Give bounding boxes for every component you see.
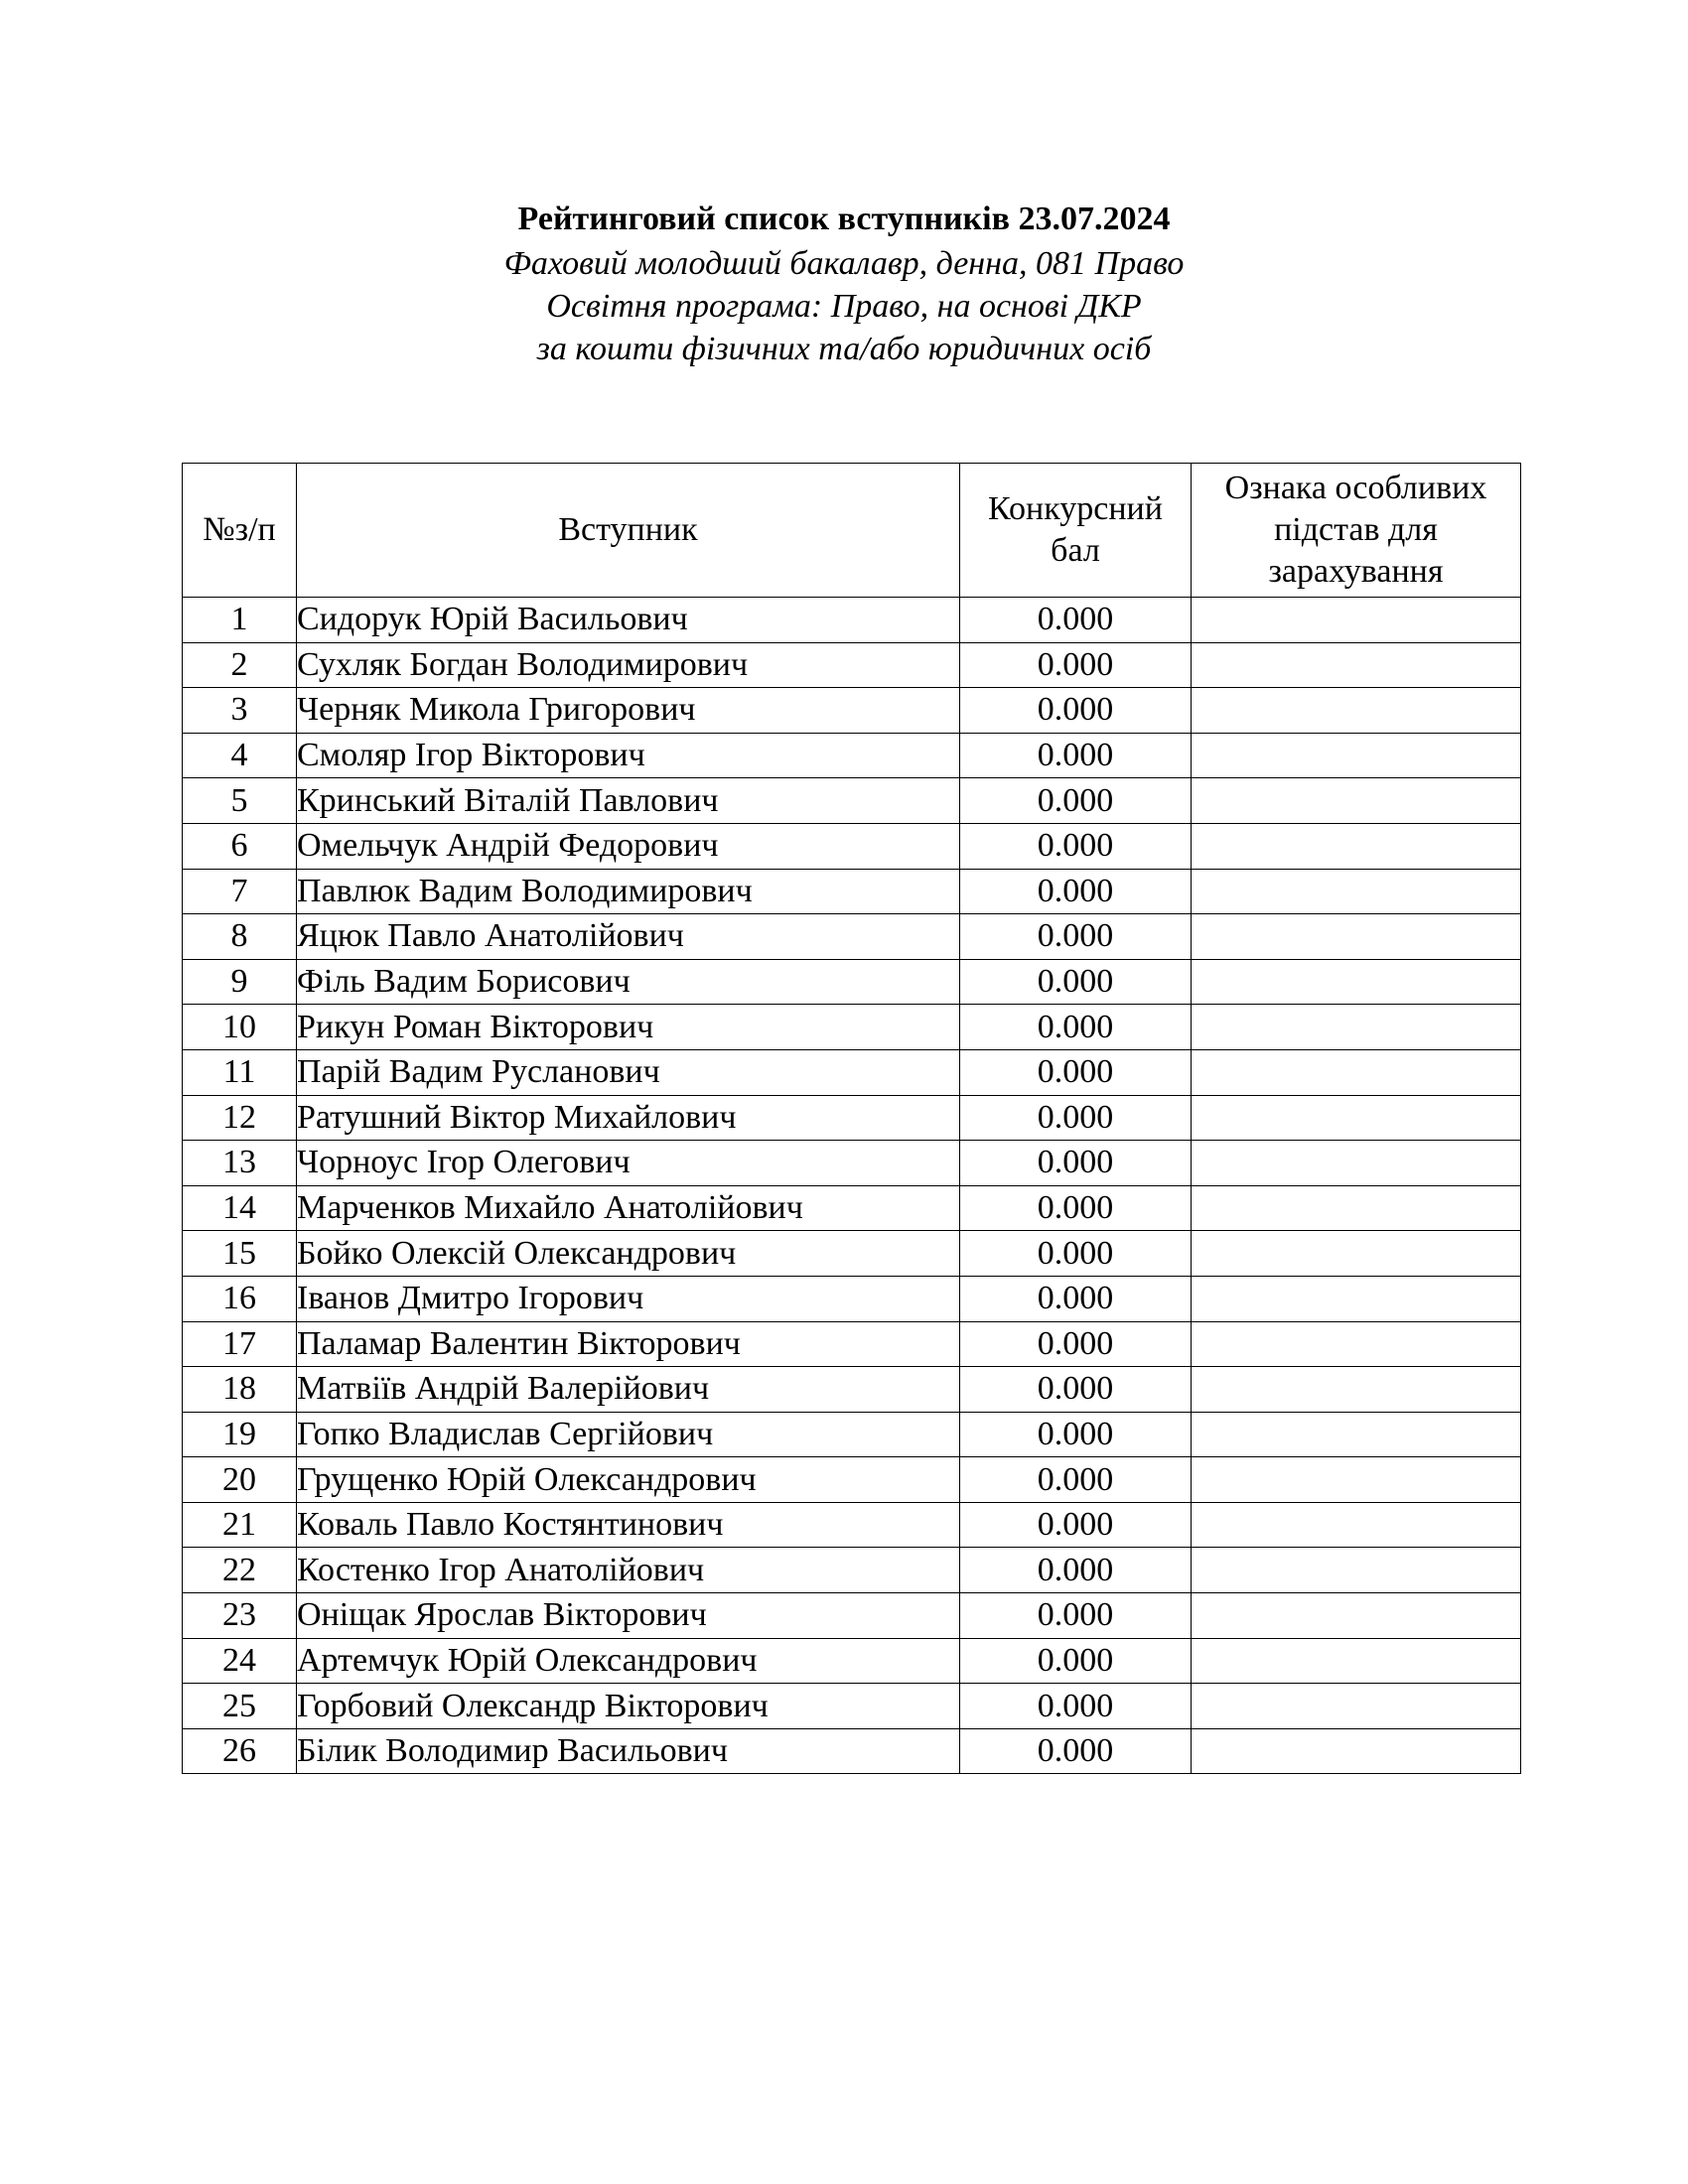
special-grounds [1192,598,1521,643]
special-grounds [1192,1593,1521,1639]
row-number: 23 [183,1593,297,1639]
competitive-score: 0.000 [960,869,1192,914]
special-grounds [1192,1005,1521,1050]
special-grounds [1192,1276,1521,1321]
applicant-name: Ратушний Віктор Михайлович [297,1095,960,1141]
applicant-name: Омельчук Андрій Федорович [297,823,960,869]
row-number: 26 [183,1728,297,1774]
table-row [183,1095,1521,1141]
competitive-score: 0.000 [960,1005,1192,1050]
competitive-score: 0.000 [960,1095,1192,1141]
table-row [183,1005,1521,1050]
table-row [183,1276,1521,1321]
competitive-score: 0.000 [960,1457,1192,1503]
table-row [183,1502,1521,1548]
column-header-score: Конкурсний бал [960,464,1192,598]
table-row [183,778,1521,824]
column-header-applicant: Вступник [297,464,960,598]
row-number: 15 [183,1231,297,1277]
column-header-number: №з/п [183,464,297,598]
competitive-score: 0.000 [960,733,1192,778]
special-grounds [1192,959,1521,1005]
table-row [183,598,1521,643]
special-grounds [1192,688,1521,734]
applicant-name: Коваль Павло Костянтинович [297,1502,960,1548]
special-grounds [1192,1412,1521,1457]
table-row [183,1185,1521,1231]
row-number: 21 [183,1502,297,1548]
applicant-name: Смоляр Ігор Вікторович [297,733,960,778]
competitive-score: 0.000 [960,778,1192,824]
applicant-name: Матвіїв Андрій Валерійович [297,1367,960,1413]
special-grounds [1192,1457,1521,1503]
row-number: 11 [183,1049,297,1095]
applicant-name: Сидорук Юрій Васильович [297,598,960,643]
competitive-score: 0.000 [960,1412,1192,1457]
table-row [183,688,1521,734]
table-row [183,1321,1521,1367]
applicant-name: Кринський Віталій Павлович [297,778,960,824]
competitive-score: 0.000 [960,914,1192,960]
applicant-name: Бойко Олексій Олександрович [297,1231,960,1277]
competitive-score: 0.000 [960,1276,1192,1321]
table-row [183,1548,1521,1593]
row-number: 6 [183,823,297,869]
row-number: 16 [183,1276,297,1321]
row-number: 19 [183,1412,297,1457]
special-grounds [1192,733,1521,778]
row-number: 14 [183,1185,297,1231]
table-row [183,1728,1521,1774]
rating-table [182,463,1521,1774]
page-title: Рейтинговий список вступників 23.07.2024 [517,201,1171,237]
applicant-name: Оніщак Ярослав Вікторович [297,1593,960,1639]
table-body [183,598,1521,1774]
row-number: 9 [183,959,297,1005]
table-row [183,1638,1521,1684]
special-grounds [1192,1684,1521,1729]
table-row [183,1231,1521,1277]
row-number: 13 [183,1141,297,1186]
competitive-score: 0.000 [960,1502,1192,1548]
competitive-score: 0.000 [960,1185,1192,1231]
row-number: 12 [183,1095,297,1141]
competitive-score: 0.000 [960,1049,1192,1095]
applicant-name: Паламар Валентин Вікторович [297,1321,960,1367]
row-number: 17 [183,1321,297,1367]
special-grounds [1192,1049,1521,1095]
competitive-score: 0.000 [960,1638,1192,1684]
table-row [183,823,1521,869]
competitive-score: 0.000 [960,959,1192,1005]
table-row [183,1412,1521,1457]
special-grounds [1192,778,1521,824]
special-grounds [1192,1185,1521,1231]
applicant-name: Рикун Роман Вікторович [297,1005,960,1050]
special-grounds [1192,1548,1521,1593]
row-number: 1 [183,598,297,643]
table-row [183,869,1521,914]
applicant-name: Грущенко Юрій Олександрович [297,1457,960,1503]
competitive-score: 0.000 [960,1728,1192,1774]
special-grounds [1192,1095,1521,1141]
competitive-score: 0.000 [960,823,1192,869]
special-grounds [1192,1638,1521,1684]
row-number: 7 [183,869,297,914]
table-row [183,959,1521,1005]
row-number: 3 [183,688,297,734]
special-grounds [1192,914,1521,960]
row-number: 24 [183,1638,297,1684]
applicant-name: Гопко Владислав Сергійович [297,1412,960,1457]
table-row [183,914,1521,960]
row-number: 5 [183,778,297,824]
row-number: 25 [183,1684,297,1729]
document-header [0,197,1688,370]
competitive-score: 0.000 [960,1231,1192,1277]
table-row [183,1141,1521,1186]
competitive-score: 0.000 [960,1141,1192,1186]
row-number: 22 [183,1548,297,1593]
applicant-name: Горбовий Олександр Вікторович [297,1684,960,1729]
table-row [183,1593,1521,1639]
table-row [183,1049,1521,1095]
applicant-name: Черняк Микола Григорович [297,688,960,734]
special-grounds [1192,1728,1521,1774]
competitive-score: 0.000 [960,1321,1192,1367]
row-number: 20 [183,1457,297,1503]
table-row [183,1457,1521,1503]
special-grounds [1192,869,1521,914]
row-number: 18 [183,1367,297,1413]
funding-line: за кошти фізичних та/або юридичних осіб [536,331,1152,367]
competitive-score: 0.000 [960,688,1192,734]
education-program-line: Освітня програма: Право, на основі ДКР [546,288,1142,325]
applicant-name: Сухляк Богдан Володимирович [297,642,960,688]
table-row [183,642,1521,688]
special-grounds [1192,1321,1521,1367]
applicant-name: Філь Вадим Борисович [297,959,960,1005]
applicant-name: Парій Вадим Русланович [297,1049,960,1095]
applicant-name: Костенко Ігор Анатолійович [297,1548,960,1593]
table-header-row [183,464,1521,598]
table-row [183,1367,1521,1413]
applicant-name: Яцюк Павло Анатолійович [297,914,960,960]
competitive-score: 0.000 [960,1548,1192,1593]
row-number: 10 [183,1005,297,1050]
row-number: 4 [183,733,297,778]
applicant-name: Павлюк Вадим Володимирович [297,869,960,914]
row-number: 2 [183,642,297,688]
applicant-name: Чорноус Ігор Олегович [297,1141,960,1186]
applicant-name: Іванов Дмитро Ігорович [297,1276,960,1321]
special-grounds [1192,823,1521,869]
competitive-score: 0.000 [960,1367,1192,1413]
competitive-score: 0.000 [960,598,1192,643]
special-grounds [1192,1231,1521,1277]
special-grounds [1192,642,1521,688]
competitive-score: 0.000 [960,1684,1192,1729]
row-number: 8 [183,914,297,960]
applicant-name: Білик Володимир Васильович [297,1728,960,1774]
program-line: Фаховий молодший бакалавр, денна, 081 Право [503,245,1185,282]
applicant-name: Марченков Михайло Анатолійович [297,1185,960,1231]
competitive-score: 0.000 [960,1593,1192,1639]
special-grounds [1192,1141,1521,1186]
special-grounds [1192,1502,1521,1548]
table-row [183,733,1521,778]
table-row [183,1684,1521,1729]
competitive-score: 0.000 [960,642,1192,688]
applicant-name: Артемчук Юрій Олександрович [297,1638,960,1684]
special-grounds [1192,1367,1521,1413]
column-header-special-grounds: Ознака особливих підстав для зарахування [1192,464,1521,598]
